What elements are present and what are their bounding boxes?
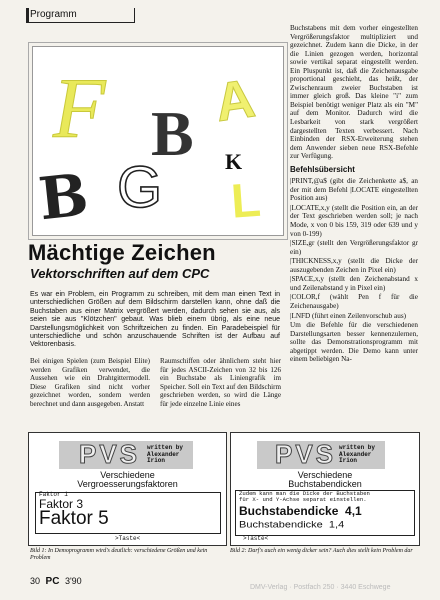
pvs-logo: PVS [79, 439, 141, 469]
command-size: |SIZE,gr (stellt den Vergrößerungsfaktor gr ein) [290, 239, 418, 256]
demo-heading-2: Vergroesserungsfaktoren [77, 479, 178, 489]
right-column [290, 24, 418, 364]
caption-figure-2: Bild 2: Darf's auch ein wenig dicker sein? Auch dies stellt kein Problem dar [230, 548, 413, 554]
issue-date: 3'90 [64, 576, 82, 586]
command-thickness: |THICKNESS,x,y (stellt die Dicke der auszugebenden Zeichen in Pixel ein) [290, 257, 418, 274]
factor-5-text: Faktor 5 [39, 508, 109, 529]
factor-3-text: Faktor 3 [39, 497, 84, 511]
right-intro-text: Buchstabens mit dem vorher eingestellten Vergrößerungsfaktor multipliziert und gezeichnet. Zudem kann die Dicke, in der die Linien gezogen werden, horizontal sowie vertikal separat eingestellt werden. Ein Pluspunkt ist, daß die Zeichenausgabe proportional geschieht, das heißt, der Zwischenraum zweier Buchstaben ist immer gleich groß. Das kleine "i" zum Beispiel benötigt weniger Platz als ein "M" auf dem Monitor. Dadurch wird die Lesbarkeit von stark vergrößert dargestellten Texten verbessert. Nach Einbinden der RSX-Erweiterung stehen dem Anwender sieben neue RSX-Befehle zur Verfügung. [290, 24, 418, 161]
thickness-4-1-text: Buchstabendicke 4,1 [239, 504, 362, 518]
factor-1-text: Faktor 1 [39, 491, 68, 498]
command-color: |COLOR,f (wählt Pen f für die Zeichenausgabe) [290, 293, 418, 310]
credit-text [147, 445, 183, 465]
demo-screenshot-sizes [28, 432, 227, 546]
pvs-logo: PVS [275, 439, 337, 469]
letter-b-bold: B [151, 98, 194, 169]
section-rubric: Programm [26, 8, 135, 23]
letter-a: A [211, 68, 259, 134]
info-text [239, 491, 370, 503]
hero-illustration [32, 46, 284, 236]
letter-g-outline: G [117, 155, 163, 220]
letter-l: L [229, 173, 263, 229]
info-line-2: für X- und Y-Achse separat einstellen. [239, 496, 367, 503]
letter-b-blackletter: B [35, 160, 92, 234]
info-line-1: Zudem kann man die Dicke der Buchstaben [239, 490, 370, 497]
page-footer [30, 576, 82, 587]
credit-author-first: Alexander [147, 450, 180, 458]
command-lnfd: |LNFD (führt einen Zeilenvorschub aus) [290, 311, 407, 320]
command-locate: |LOCATE,x,y (stellt die Position ein, an der der Text geschrieben werden soll; je nach Mode, x von 0 bis 159, 319 oder 639 und y von 0-199) [290, 203, 418, 238]
article-subtitle: Vektorschriften auf dem CPC [30, 266, 210, 281]
caption-figure-1: Bild 1: In Demoprogramm wird's deutlich: verschiedene Größen und kein Problem [30, 548, 208, 561]
press-key-prompt: >Taste< [115, 535, 141, 542]
credit-author-last: Irion [339, 457, 358, 464]
demo-heading-1: Verschiedene [100, 470, 155, 480]
press-key-prompt: >Taste< [243, 535, 269, 542]
credit-written: written by [147, 444, 184, 451]
body-column-1: Bei einigen Spielen (zum Beispiel Elite) werden Grafiken verwendet, die Aussehen wie ein Drahtgittermodell. Diese Grafiken sind nicht vorher gezeichnet worden, sondern werden berechnet und dann ausgegeben. Anstatt [30, 357, 150, 408]
body-column-2: Raumschiffen oder ähnlichem steht hier für jedes ASCII-Zeichen von 32 bis 126 ein Buchstabe als Liniengrafik im Speicher. Soll ein Text auf den Bildschirm geschrieben werden, so wird die Länge für jede einzelne Linie eines [160, 357, 281, 408]
right-outro-text: Um die Befehle für die verschiedenen Darstellungsarten besser kennenzulernen, sollte das Demonstrationsprogramm mit abgetippt werden. Die Demo kann unter einem beliebigen Na- [290, 321, 418, 364]
commands-heading: Befehlsübersicht [290, 164, 355, 174]
credit-author-first: Alexander [339, 450, 372, 458]
command-print: |PRINT,@a$ (gibt die Zeichenkette a$, an der mit dem Befehl |LOCATE eingestellten Position aus) [290, 177, 418, 203]
demo-heading-1: Verschiedene [297, 470, 353, 480]
thickness-1-4-text: Buchstabendicke 1,4 [239, 519, 345, 531]
credit-text [339, 445, 375, 465]
credit-author-last: Irion [147, 457, 166, 464]
letter-k: K [225, 149, 243, 174]
article-lead: Es war ein Problem, ein Programm zu schreiben, mit dem man einen Text in unterschiedlichen Größen auf dem Bildschirm darstellen kann, ohne daß die Buchstaben aus einer Matrix vergrößert werden, dadurch sehen sie aus, als seien sie aus "Klötzchen" gebaut. Was blieb einem übrig, als eine neue Darstellungsmöglichkeit von Schriftzeichen zu finden. Ein Paradebeispiel für unterschiedliche und schön anzuschauende Schriften ist der Aufbau auf Vektorenbasis. [30, 291, 280, 349]
command-space: |SPACE,x,y (stellt den Zeichenabstand x und Zeilenabstand y in Pixel ein) [290, 275, 418, 292]
page-number: 30 [30, 576, 41, 586]
letter-f: F [53, 60, 106, 156]
article-title: Mächtige Zeichen [28, 240, 216, 265]
demo-heading-2: Buchstabendicken [288, 479, 362, 489]
credit-written: written by [339, 444, 376, 451]
bleed-through-text: DMV-Verlag · Postfach 250 · 3440 Eschwege [250, 584, 391, 591]
magazine-logo: PC [45, 576, 60, 587]
vector-letters-art [33, 47, 283, 235]
demo-screenshot-thickness [230, 432, 420, 546]
